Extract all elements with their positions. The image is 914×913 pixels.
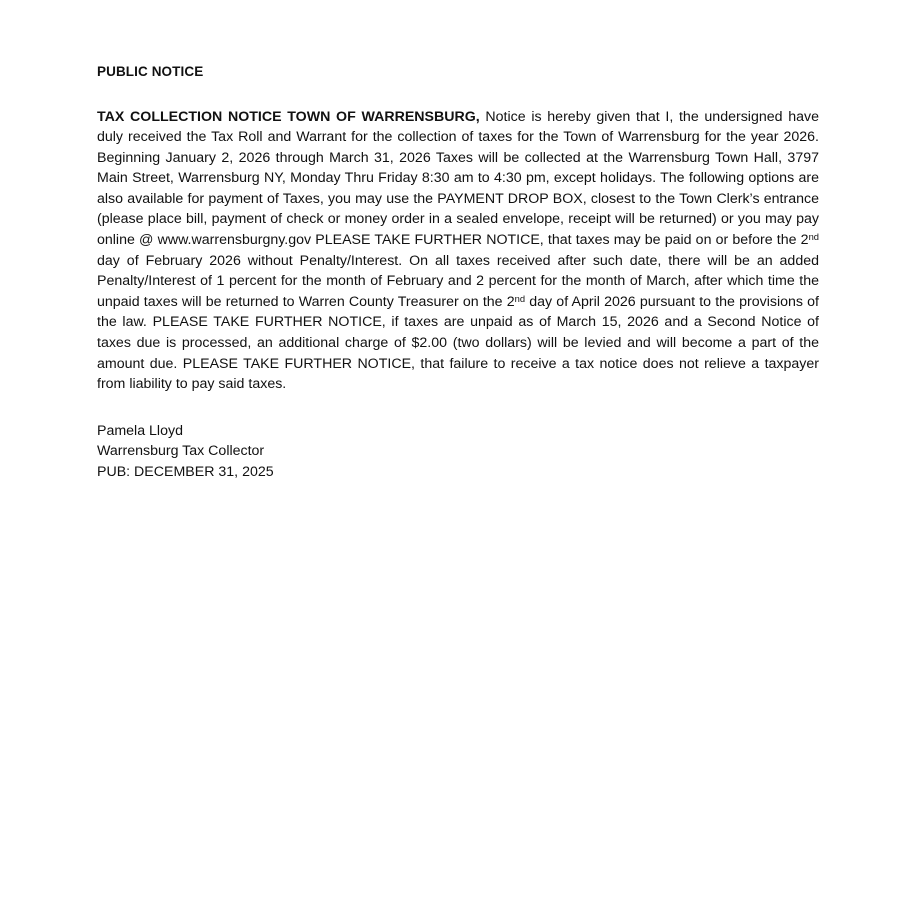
ordinal-suffix-february: nd (808, 232, 819, 243)
notice-text-segment-1: Notice is hereby given that I, the undersigned have duly received the Tax Roll and Warrant for the collection of taxes for the Town of Warrensburg for the year 2026. Beginning January 2, 2026 through March 31, 2026 Taxes will be collected at the Warrensburg Town Hall, 3797 Main Street, Warrensburg NY, Monday Thru Friday 8:30 am to 4:30 pm, except holidays. The following options are also available for payment of Taxes, you may use the PAYMENT DROP BOX, closest to the Town Clerk’s entrance (please place bill, payment of check or money order in a sealed envelope, receipt will be returned) or you may pay online @ www.warrensburgny.gov PLEASE TAKE FURTHER NOTICE, that taxes may be paid on or before the 2 (97, 108, 819, 249)
signer-title: Warrensburg Tax Collector (97, 443, 265, 460)
page-title: PUBLIC NOTICE (97, 64, 204, 79)
notice-text-segment-3: day of April 2026 pursuant to the provisions of the law. PLEASE TAKE FURTHER NOTICE, if taxes are unpaid as of March 15, 2026 and a Second Notice of taxes due is processed, an additional charge of $2.00 (two dollars) will be levied and will become a part of the amount due. PLEASE TAKE FURTHER NOTICE, that failure to receive a tax notice does not relieve a taxpayer from liability to pay said taxes. (97, 293, 819, 393)
notice-lead-bold: TAX COLLECTION NOTICE TOWN OF WARRENSBURG, (97, 108, 480, 125)
signature-block (97, 421, 819, 483)
signer-name: Pamela Lloyd (97, 422, 183, 439)
publication-date: PUB: DECEMBER 31, 2025 (97, 464, 274, 480)
notice-body-paragraph (97, 107, 819, 395)
notice-text-segment-2: day of February 2026 without Penalty/Interest. On all taxes received after such date, there will be an added Penalty/Interest of 1 percent for the month of February and 2 percent for the month of March, after which time the unpaid taxes will be returned to Warren County Treasurer on the 2 (97, 252, 819, 310)
ordinal-suffix-april: nd (514, 293, 526, 304)
notice-content (97, 62, 819, 483)
